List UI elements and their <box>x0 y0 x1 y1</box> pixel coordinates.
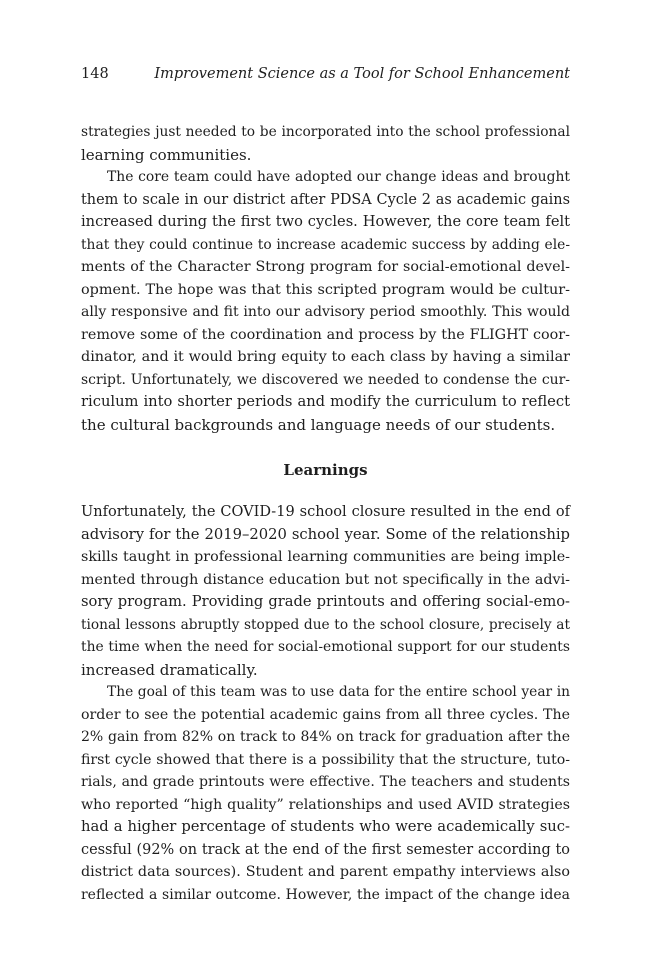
text-line: ments of the Character Strong program for social-emotional devel- <box>81 259 570 275</box>
section-heading: Learnings <box>283 461 368 479</box>
text-line: The core team could have adopted our change ideas and brought <box>107 169 570 185</box>
text-line: sory program. Providing grade printouts and offering social-emo- <box>81 593 570 610</box>
text-line: had a higher percentage of students who were academically suc- <box>81 818 570 835</box>
text-line: mented through distance education but not specifically in the advi- <box>81 571 570 588</box>
text-line: rials, and grade printouts were effective. The teachers and students <box>81 774 570 790</box>
text-line: increased dramatically. <box>81 660 258 679</box>
text-line: The goal of this team was to use data for the entire school year in <box>107 684 570 700</box>
text-line: remove some of the coordination and process by the FLIGHT coor- <box>81 326 570 343</box>
text-line: 2% gain from 82% on track to 84% on track for graduation after the <box>81 729 570 745</box>
text-line: increased during the first two cycles. However, the core team felt <box>81 213 570 230</box>
body-text-top <box>81 121 570 436</box>
running-header <box>81 63 570 85</box>
text-line: Unfortunately, the COVID-19 school closure resulted in the end of <box>81 504 570 520</box>
text-line: the cultural backgrounds and language needs of our students. <box>81 415 556 434</box>
text-line: cessful (92% on track at the end of the first semester according to <box>81 841 570 858</box>
text-line: district data sources). Student and parent empathy interviews also <box>81 864 570 880</box>
text-line: who reported “high quality” relationships and used AVID strategies <box>81 796 570 813</box>
text-line: first cycle showed that there is a possibility that the structure, tuto- <box>81 751 570 768</box>
body-text-bottom <box>81 501 570 906</box>
text-line: skills taught in professional learning communities are being imple- <box>81 549 570 565</box>
text-line: advisory for the 2019–2020 school year. Some of the relationship <box>81 525 570 543</box>
page-number: 148 <box>81 66 109 82</box>
text-line: tional lessons abruptly stopped due to the school closure, precisely at <box>81 616 570 633</box>
text-line: dinator, and it would bring equity to each class by having a similar <box>81 349 570 365</box>
text-line: script. Unfortunately, we discovered we needed to condense the cur- <box>81 371 570 388</box>
running-title: Improvement Science as a Tool for School Enhancement <box>154 66 570 82</box>
text-line: reflected a similar outcome. However, the impact of the change idea <box>81 886 570 903</box>
text-line: them to scale in our district after PDSA Cycle 2 as academic gains <box>81 191 570 208</box>
text-line: order to see the potential academic gains from all three cycles. The <box>81 706 570 723</box>
text-line: opment. The hope was that this scripted program would be cultur- <box>81 281 570 298</box>
text-line: learning communities. <box>81 145 252 164</box>
text-line: ally responsive and fit into our advisory period smoothly. This would <box>81 304 570 320</box>
text-line: the time when the need for social-emotional support for our students <box>81 639 570 655</box>
text-line: that they could continue to increase academic success by adding ele- <box>81 236 570 253</box>
text-line: riculum into shorter periods and modify the curriculum to reflect <box>81 393 570 410</box>
text-line: strategies just needed to be incorporated into the school professional <box>81 124 570 140</box>
